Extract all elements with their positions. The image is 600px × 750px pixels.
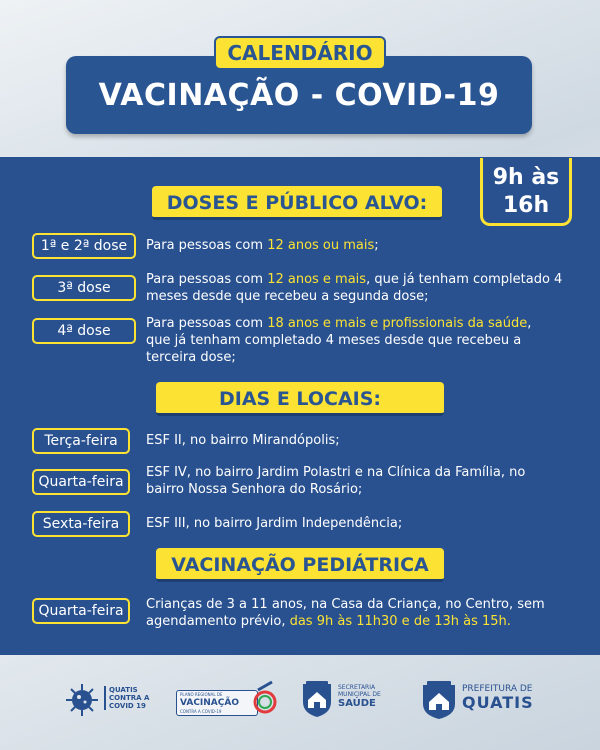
pediatric-label: Quarta-feira: [32, 598, 130, 624]
virus-icon: [64, 682, 100, 718]
day-text-3: ESF III, no bairro Jardim Independência;: [146, 516, 403, 531]
city-hall-logo: PREFEITURA DE QUATIS: [420, 680, 550, 720]
hours-badge: [480, 158, 572, 226]
city-crest-icon: [420, 680, 458, 720]
day-label-3: Sexta-feira: [32, 511, 130, 537]
dose-label-3: 4ª dose: [32, 318, 136, 344]
syringe-icon: [252, 680, 278, 714]
dose-text-2: Para pessoas com 12 anos e mais, que já tenham completado 4 meses desde que recebeu a segunda dose;: [146, 272, 563, 304]
health-secretariat-logo: SECRETARIA MUNICIPAL DE SAÚDE: [300, 680, 400, 720]
day-label-1: Terça-feira: [32, 428, 130, 454]
dose-text-1: Para pessoas com 12 anos ou mais;: [146, 238, 379, 253]
pediatric-text: Crianças de 3 a 11 anos, na Casa da Criança, no Centro, sem agendamento prévio, das 9h às 11h30 e de 13h às 15h.: [146, 597, 545, 629]
day-label-2: Quarta-feira: [32, 469, 130, 495]
days-section-title: DIAS E LOCAIS:: [156, 382, 444, 416]
dose-label-1: 1ª e 2ª dose: [32, 233, 136, 259]
hours-line1: 9h às: [492, 165, 560, 190]
day-text-2: ESF IV, no bairro Jardim Polastri e na Clínica da Família, no bairro Nossa Senhora do Rosário;: [146, 465, 526, 497]
dose-text-3: Para pessoas com 18 anos e mais e profissionais da saúde, que já tenham completado 4 meses desde que recebeu a terceira dose;: [146, 316, 532, 365]
calendar-tag: CALENDÁRIO: [214, 36, 386, 70]
vaccination-plan-logo: PLANO REGIONAL DE VACINAÇÃO CONTRA A COVID-19: [176, 680, 280, 720]
page-title: VACINAÇÃO - COVID-19: [98, 78, 500, 113]
doses-section-title: DOSES E PÚBLICO ALVO:: [152, 186, 442, 220]
pediatric-section-title: VACINAÇÃO PEDIÁTRICA: [156, 548, 444, 582]
quatis-covid-logo: QUATIS CONTRA A COVID 19: [64, 680, 164, 720]
dose-label-2: 3ª dose: [32, 275, 136, 301]
day-text-1: ESF II, no bairro Mirandópolis;: [146, 433, 340, 448]
hours-line2: 16h: [502, 193, 550, 218]
city-crest-icon: [300, 680, 334, 718]
